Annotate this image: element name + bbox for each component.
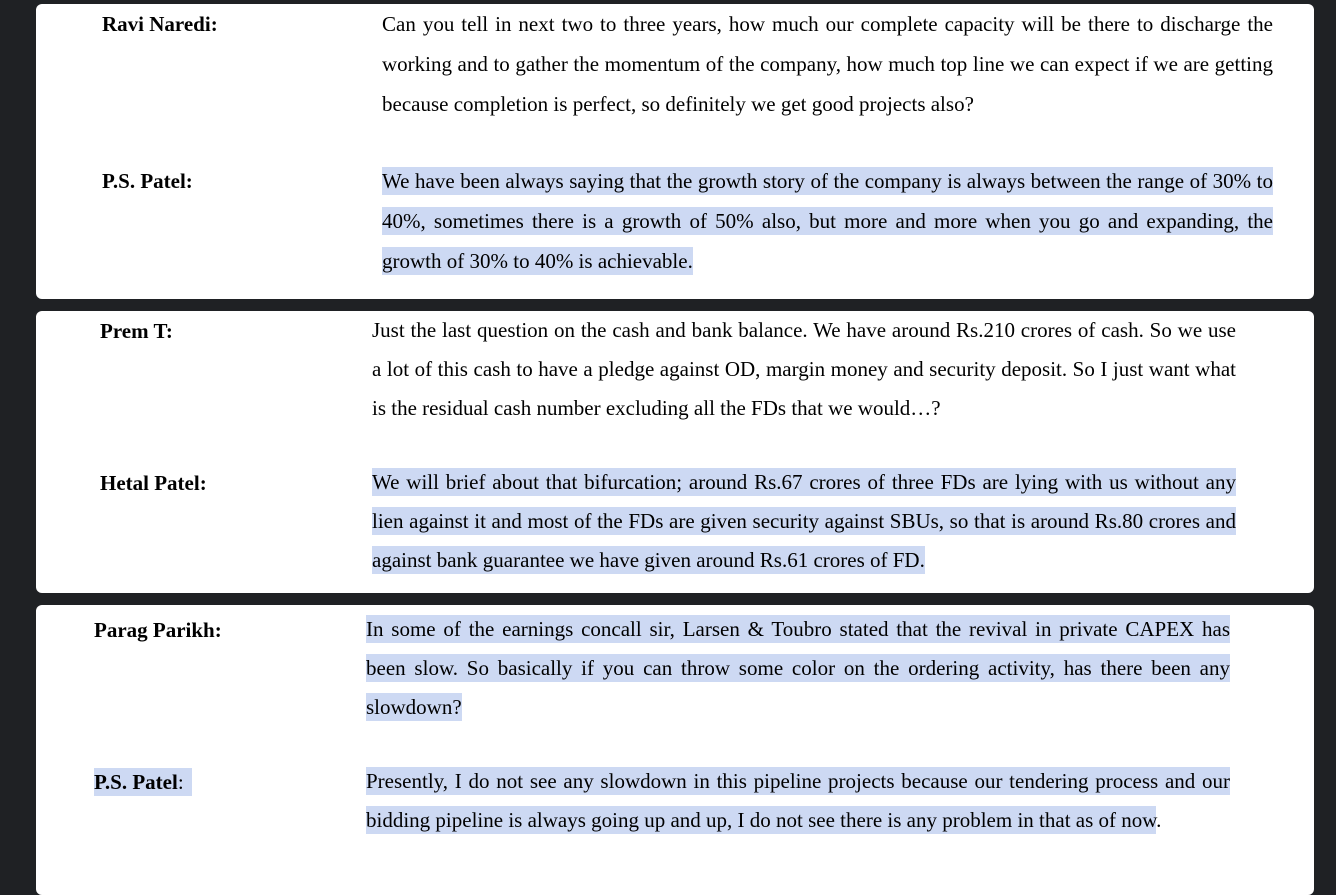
statement-text[interactable] bbox=[382, 161, 1273, 281]
statement-tail: . bbox=[1156, 808, 1162, 832]
highlighted-selection: Presently, I do not see any slowdown in this pipeline projects because our tendering process and our bidding pipeline is always going up and up, I do not see there is any problem in that as of now bbox=[366, 769, 1230, 832]
speaker-name: Prem T: bbox=[100, 319, 173, 343]
statement-text[interactable] bbox=[366, 762, 1230, 840]
highlighted-selection: In some of the earnings concall sir, Larsen & Toubro stated that the revival in private CAPEX has been slow. So basically if you can throw some color on the ordering activity, has there been any slowdown? bbox=[366, 617, 1230, 719]
document-page-2 bbox=[36, 311, 1314, 593]
statement-content: Can you tell in next two to three years, how much our complete capacity will be there to discharge the working and to gather the momentum of the company, how much top line we can expect if we are getting because completion is perfect, so definitely we get good projects also? bbox=[382, 12, 1273, 116]
highlighted-selection bbox=[94, 768, 192, 796]
statement-text[interactable] bbox=[382, 4, 1273, 124]
speaker-colon: : bbox=[177, 770, 184, 794]
statement-text[interactable] bbox=[366, 610, 1230, 727]
speaker-name: Parag Parikh: bbox=[94, 618, 222, 642]
statement-text[interactable] bbox=[372, 311, 1236, 428]
highlighted-selection: We will brief about that bifurcation; around Rs.67 crores of three FDs are lying with us without any lien against it and most of the FDs are given security against SBUs, so that is around Rs.80 crores and against bank guarantee we have given around Rs.61 crores of FD. bbox=[372, 470, 1236, 572]
speaker-name: Hetal Patel: bbox=[100, 471, 207, 495]
speaker-name-text: P.S. Patel bbox=[94, 770, 178, 794]
highlighted-selection: We have been always saying that the growth story of the company is always between the range of 30% to 40%, sometimes there is a growth of 50% also, but more and more when you go and expanding, the growth of 30% to 40% is achievable. bbox=[382, 169, 1273, 273]
statement-text[interactable] bbox=[372, 463, 1236, 580]
speaker-name: Ravi Naredi: bbox=[102, 12, 218, 36]
speaker-name bbox=[94, 762, 192, 802]
document-page-3 bbox=[36, 605, 1314, 895]
statement-content: Just the last question on the cash and bank balance. We have around Rs.210 crores of cash. So we use a lot of this cash to have a pledge against OD, margin money and security deposit. So I just want what is the residual cash number excluding all the FDs that we would…? bbox=[372, 318, 1236, 420]
speaker-name: P.S. Patel: bbox=[102, 169, 193, 193]
document-page-1 bbox=[36, 4, 1314, 299]
